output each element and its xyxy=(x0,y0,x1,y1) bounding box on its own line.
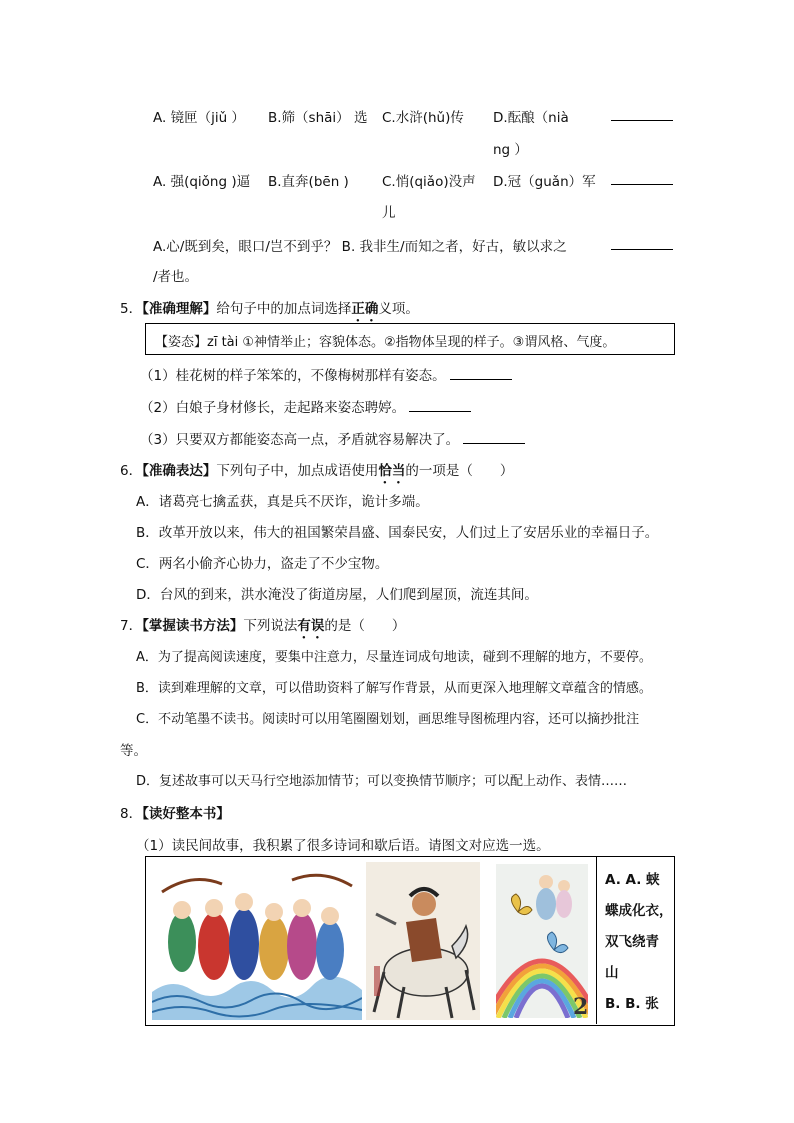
q6-option-d[interactable]: D．台风的到来，洪水淹没了街道房屋，人们爬到屋顶，流连其间。 xyxy=(136,587,538,603)
side-option-line-2: 蝶成化衣， xyxy=(605,903,673,919)
question-tag: 【准确表达】 xyxy=(142,463,217,479)
answer-blank[interactable] xyxy=(463,429,525,444)
question-5-title xyxy=(120,297,419,325)
q4-row3-line1: A.心/既到矣，眼口/岂不到乎？ B. 我非生/而知之者，好古，敏以求之 xyxy=(153,239,567,255)
q7-option-b[interactable]: B．读到难理解的文章，可以借助资料了解写作背景，从而更深入地理解文章蕴含的情感。 xyxy=(136,681,652,696)
question-tag: 【掌握读书方法】 xyxy=(142,618,244,634)
q7-option-a[interactable]: A．为了提高阅读速度，要集中注意力，尽量连词成句地读，碰到不理解的地方，不要停。 xyxy=(136,650,652,665)
q4-row1-d: D.酝酿（nià xyxy=(493,110,569,126)
q5-item-3: （3）只要双方都能姿态高一点，矛盾就容易解决了。 xyxy=(140,428,525,448)
q4-row1-a: A. 镜匣（jiǔ ） xyxy=(153,110,245,126)
question-number: 5． xyxy=(120,301,143,317)
answer-blank[interactable] xyxy=(611,106,673,121)
answer-blank[interactable] xyxy=(611,235,673,250)
q4-row2-d: D.冠（guǎn）军 xyxy=(493,174,596,190)
table-divider xyxy=(596,856,597,1024)
horse-rider-image xyxy=(366,862,480,1020)
answer-blank[interactable] xyxy=(611,170,673,185)
question-prompt: 下列说法 xyxy=(243,618,298,634)
side-option-line-1: A. A. 蛱 xyxy=(605,872,660,888)
question-tag: 【读好整本书】 xyxy=(142,806,230,822)
q7-option-d[interactable]: D．复述故事可以天马行空地添加情节；可以变换情节顺序；可以配上动作、表情…… xyxy=(136,774,628,789)
q5-item-2: （2）白娘子身材修长，走起路来姿态聘婷。 xyxy=(140,396,471,416)
q6-option-b[interactable]: B．改革开放以来，伟大的祖国繁荣昌盛、国泰民安，人们过上了安居乐业的幸福日子。 xyxy=(136,525,659,541)
q4-row1-d2: ng ） xyxy=(493,142,528,158)
question-tag: 【准确理解】 xyxy=(142,301,217,317)
question-7-title xyxy=(120,614,405,642)
answer-blank[interactable] xyxy=(409,397,471,412)
question-number: 8． xyxy=(120,806,143,822)
question-8-title xyxy=(120,802,230,822)
q7-option-c-cont: 等。 xyxy=(120,743,147,759)
emphasis-word: 有误 xyxy=(297,618,325,634)
question-6-title xyxy=(120,459,513,487)
q4-row2-a: A. 强(qiǒng )逼 xyxy=(153,174,251,190)
question-number: 7． xyxy=(120,618,143,634)
q5-item-1: （1）桂花树的样子笨笨的，不像梅树那样有姿态。 xyxy=(140,364,512,384)
question-prompt-end: 的一项是（ ） xyxy=(405,463,514,479)
question-prompt-end: 义项。 xyxy=(378,301,419,317)
question-number: 6． xyxy=(120,463,143,479)
q4-row2-c2: 儿 xyxy=(382,205,396,221)
side-option-line-3: 双飞绕青 xyxy=(605,934,659,950)
q6-option-c[interactable]: C．两名小偷齐心协力，盗走了不少宝物。 xyxy=(136,556,389,572)
q4-row2-b: B.直奔(bēn ) xyxy=(268,174,349,190)
q4-row3-line2: /者也。 xyxy=(153,269,199,285)
q6-option-a[interactable]: A．诸葛亮七擒孟获，真是兵不厌诈，诡计多端。 xyxy=(136,494,429,510)
q7-option-c[interactable]: C．不动笔墨不读书。阅读时可以用笔圈圈划划，画思维导图梳理内容，还可以摘抄批注 xyxy=(136,712,640,727)
q4-row2-c: C.悄(qiǎo)没声 xyxy=(382,174,476,190)
definition-text: 【姿态】zī tài ①神情举止；容貌体态。②指物体呈现的样子。③谓风格、气度。 xyxy=(155,335,616,350)
side-option-line-4: 山 xyxy=(605,965,619,981)
q4-row1-b: B.筛（shāi） 选 xyxy=(268,110,368,126)
question-prompt-end: 的是（ ） xyxy=(324,618,406,634)
answer-blank[interactable] xyxy=(450,365,512,380)
emphasis-word: 正确 xyxy=(351,301,379,317)
q4-row1-c: C.水浒(hǔ)传 xyxy=(382,110,464,126)
side-option-line-5: B. B. 张 xyxy=(605,996,659,1012)
question-prompt: 给句子中的加点词选择 xyxy=(216,301,352,317)
question-prompt: 下列句子中，加点成语使用 xyxy=(216,463,379,479)
eight-immortals-image xyxy=(152,862,362,1020)
stamp-number: 2 xyxy=(573,994,589,1020)
q8-sub1: （1）读民间故事，我积累了很多诗词和歇后语。请图文对应选一选。 xyxy=(136,838,550,854)
emphasis-word: 恰当 xyxy=(378,463,406,479)
